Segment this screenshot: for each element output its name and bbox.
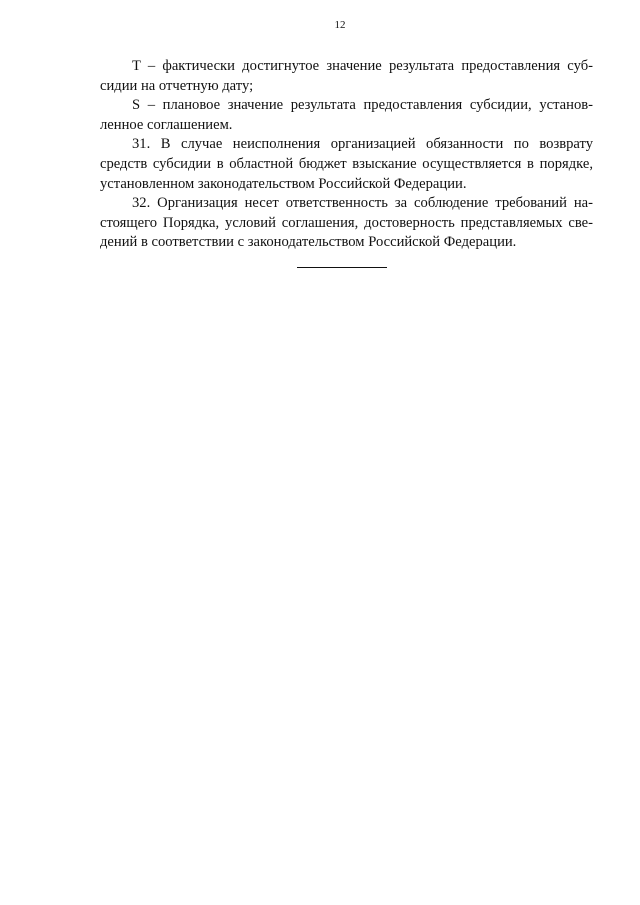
paragraph-31 xyxy=(100,135,593,194)
text-line: 31. В случае неисполнения организацией обязанности по возврату xyxy=(132,136,593,153)
page-number: 12 xyxy=(334,19,346,31)
text-line: ленное соглашением. xyxy=(100,116,233,133)
end-of-document-rule xyxy=(297,267,387,268)
text-line: S – плановое значение результата предоставления субсидии, установ- xyxy=(132,97,593,114)
text-line: сидии на отчетную дату; xyxy=(100,77,254,94)
text-line: 32. Организация несет ответственность за соблюдение требований на- xyxy=(132,195,593,212)
text-line: установленном законодательством Российской Федерации. xyxy=(100,175,467,192)
paragraph-s-definition xyxy=(100,96,593,135)
text-line: дений в соответствии с законодательством Российской Федерации. xyxy=(100,234,517,251)
paragraph-32 xyxy=(100,194,593,253)
document-body xyxy=(100,57,593,253)
text-line: T – фактически достигнутое значение результата предоставления суб- xyxy=(132,58,593,74)
text-line: стоящего Порядка, условий соглашения, достоверность представляемых све- xyxy=(100,214,593,231)
text-line: средств субсидии в областной бюджет взыскание осуществляется в порядке, xyxy=(100,155,593,172)
paragraph-t-definition xyxy=(100,57,593,96)
